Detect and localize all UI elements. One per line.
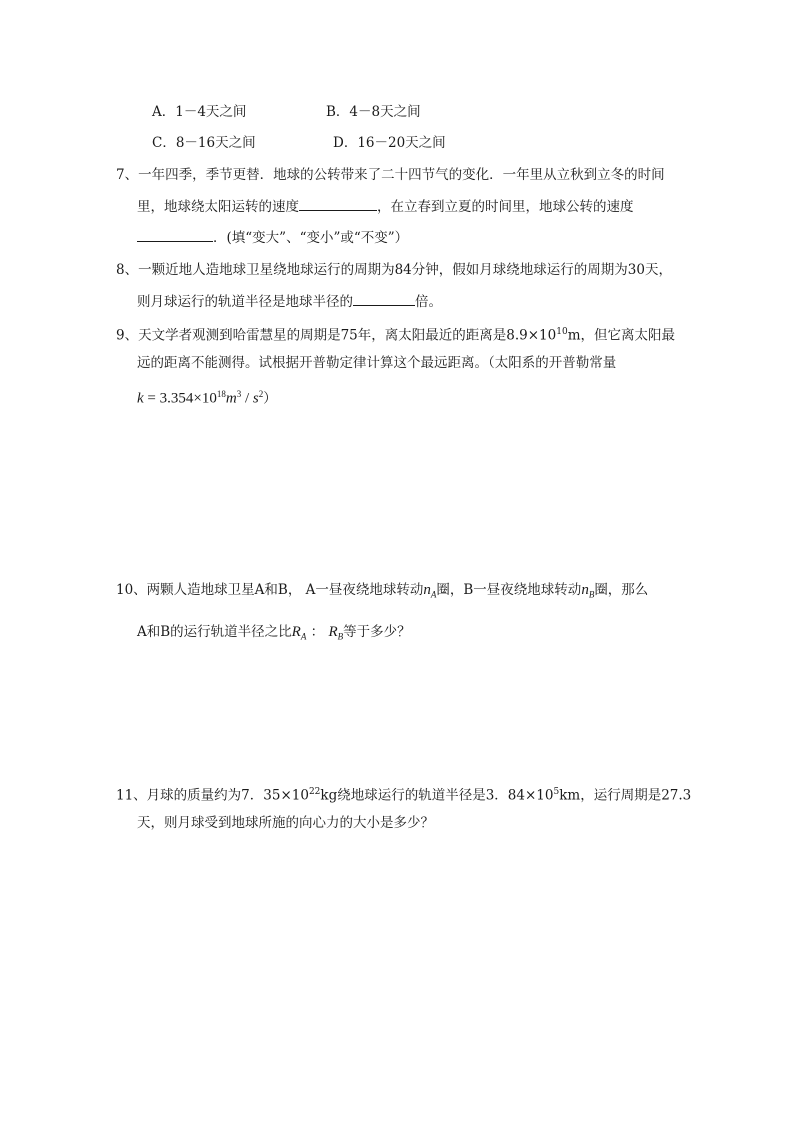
- q11-exp1: 22: [308, 787, 321, 797]
- q7-blank-1: [299, 196, 377, 211]
- q9-formula-value: = 3.354×10: [143, 390, 217, 407]
- q11-line1-text-c: km，运行周期是27.3: [559, 787, 692, 804]
- q10-line1-text-c: 圈，那么: [594, 582, 649, 598]
- q11-line1-text-b: kg绕地球运行的轨道半径是3．84×10: [320, 787, 554, 804]
- q10-nA: n: [423, 582, 431, 598]
- option-d: D．16－20天之间: [333, 135, 446, 151]
- q10-line1: [116, 580, 648, 605]
- q10-RA-sub: A: [300, 631, 307, 642]
- q9-line2: 远的距离不能测得。试根据开普勒定律计算这个最远距离。（太阳系的开普勒常量: [137, 355, 617, 371]
- q9-exponent: 10: [556, 327, 568, 337]
- q9-formula-exp: 18: [216, 389, 226, 399]
- q10-RA: R: [291, 624, 301, 640]
- q11-exp2: 5: [553, 787, 560, 797]
- q10-RB: R: [328, 624, 338, 640]
- q10-nA-sub: A: [430, 589, 437, 600]
- option-c: C．8－16天之间: [152, 135, 256, 151]
- q11-line1: [116, 782, 691, 806]
- q9-line1-text-a: 9、天文学者观测到哈雷慧星的周期是75年，离太阳最近的距离是8.9×10: [116, 327, 557, 344]
- q9-formula-k: k: [137, 390, 144, 407]
- q7-line2-text-a: 里，地球绕太阳运转的速度: [137, 199, 299, 215]
- q8-blank: [353, 291, 415, 306]
- q10-colon: ：: [306, 624, 329, 640]
- option-a: A．1－4天之间: [152, 104, 247, 120]
- q11-line1-text-a: 11、月球的质量约为7．35×10: [116, 787, 309, 804]
- q9-formula: [137, 384, 277, 409]
- q10-nB: n: [581, 582, 589, 598]
- q7-line3-text: ．(填“变大”、“变小”或“不变”）: [213, 230, 409, 246]
- q9-line1-text-b: m，但它离太阳最: [567, 327, 675, 344]
- q8-line2-text-a: 则月球运行的轨道半径是地球半径的: [137, 294, 353, 310]
- q10-nB-sub: B: [588, 589, 595, 600]
- q8-line2-text-b: 倍。: [415, 294, 442, 310]
- q7-blank-2: [137, 227, 213, 242]
- q7-line1: 7、一年四季，季节更替．地球的公转带来了二十四节气的变化．一年里从立秋到立冬的时间: [116, 167, 665, 183]
- q10-line2-text-a: A和B的运行轨道半径之比: [137, 624, 292, 640]
- q10-line1-text-b: 圈，B一昼夜绕地球转动: [436, 582, 582, 598]
- q10-line2-text-b: 等于多少？: [343, 624, 411, 640]
- q9-formula-s-exp: 2: [258, 389, 264, 399]
- q8-line1: 8、一颗近地人造地球卫星绕地球运行的周期为84分钟，假如月球绕地球运行的周期为30天，: [116, 262, 672, 278]
- q9-formula-m: m: [225, 390, 237, 407]
- q11-line2: 天，则月球受到地球所施的向心力的大小是多少？: [137, 815, 434, 831]
- q9-formula-s: s: [252, 390, 259, 407]
- q7-line2: [137, 196, 634, 217]
- q9-formula-close: ）: [263, 390, 277, 407]
- q10-line2: [137, 622, 411, 647]
- q9-formula-slash: /: [241, 390, 253, 407]
- q7-line2-text-b: ，在立春到立夏的时间里，地球公转的速度: [377, 199, 634, 215]
- q8-line2: [137, 291, 442, 312]
- q9-formula-m-exp: 3: [236, 389, 242, 399]
- q10-line1-text-a: 10、两颗人造地球卫星A和B， A一昼夜绕地球转动: [116, 582, 424, 598]
- q9-line1: [116, 322, 675, 346]
- option-b: B．4－8天之间: [326, 104, 421, 120]
- q10-RB-sub: B: [337, 631, 344, 642]
- q7-line3: [137, 227, 408, 248]
